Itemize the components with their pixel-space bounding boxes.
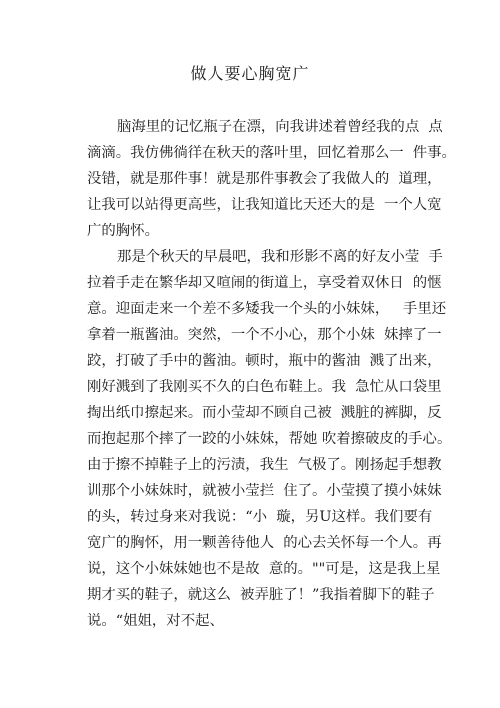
paragraph-line: 拉着手走在繁华却又喧闹的街道上，享受着双休日 的惬 — [87, 275, 442, 291]
paragraph-line: 那是个秋天的早晨吧，我和形影不离的好友小莹 手 — [117, 249, 443, 265]
paragraph-line: 说。“姐姐，对不起、 — [87, 613, 224, 629]
paragraph-line: 训那个小妹妹时，就被小莹拦 住了。小莹摸了摸小妹妹 — [87, 483, 442, 499]
paragraph-line: 没错，就是那件事！就是那件事教会了我做人的 道理， — [87, 171, 442, 187]
paragraph-line: 跤，打破了手中的酱油。顿时，瓶中的酱油 溅了出来， — [87, 353, 442, 369]
paragraph-line: 宽广的胸怀，用一颗善待他人 的心去关怀每一个人。再 — [87, 535, 442, 551]
paragraph-line: 的头，转过身来对我说：“小 璇，另U这样。我们要有 — [87, 509, 433, 525]
paragraph-line: 期才买的鞋子，就这么 被弄脏了！”我指着脚下的鞋子 — [87, 587, 435, 603]
paragraph-line: 说，这个小妹妹她也不是故 意的。""可是，这是我上星 — [87, 561, 441, 577]
document-title: 做人要心胸宽广 — [190, 64, 310, 83]
paragraph-line: 滴滴。我仿佛徜徉在秋天的落叶里，回忆着那么一 件事。 — [87, 145, 456, 161]
paragraph-line: 意。迎面走来一个差不多矮我一个头的小妹妹， 手里还 — [87, 301, 447, 317]
paragraph-line: 让我可以站得更高些，让我知道比天还大的是 一个人宽 — [87, 197, 442, 213]
paragraph-line: 脑海里的记忆瓶子在漂，向我讲述着曾经我的点 点 — [117, 119, 443, 135]
paragraph-line: 拿着一瓶酱油。突然，一个不小心，那个小妹 妹摔了一 — [87, 327, 442, 343]
paragraph-line: 而抱起那个摔了一跤的小妹妹，帮她 吹着擦破皮的手心。 — [87, 431, 452, 447]
paragraph-line: 刚好溅到了我刚买不久的白色布鞋上。我 急忙从口袋里 — [87, 379, 442, 395]
paragraph-line: 掏出纸巾擦起来。而小莹却不顾自己被 溅脏的裤脚，反 — [87, 405, 442, 421]
paragraph-line: 由于擦不掉鞋子上的污渍，我生 气极了。刚扬起手想教 — [87, 457, 442, 473]
paragraph-line: 广的胸怀。 — [87, 223, 159, 239]
